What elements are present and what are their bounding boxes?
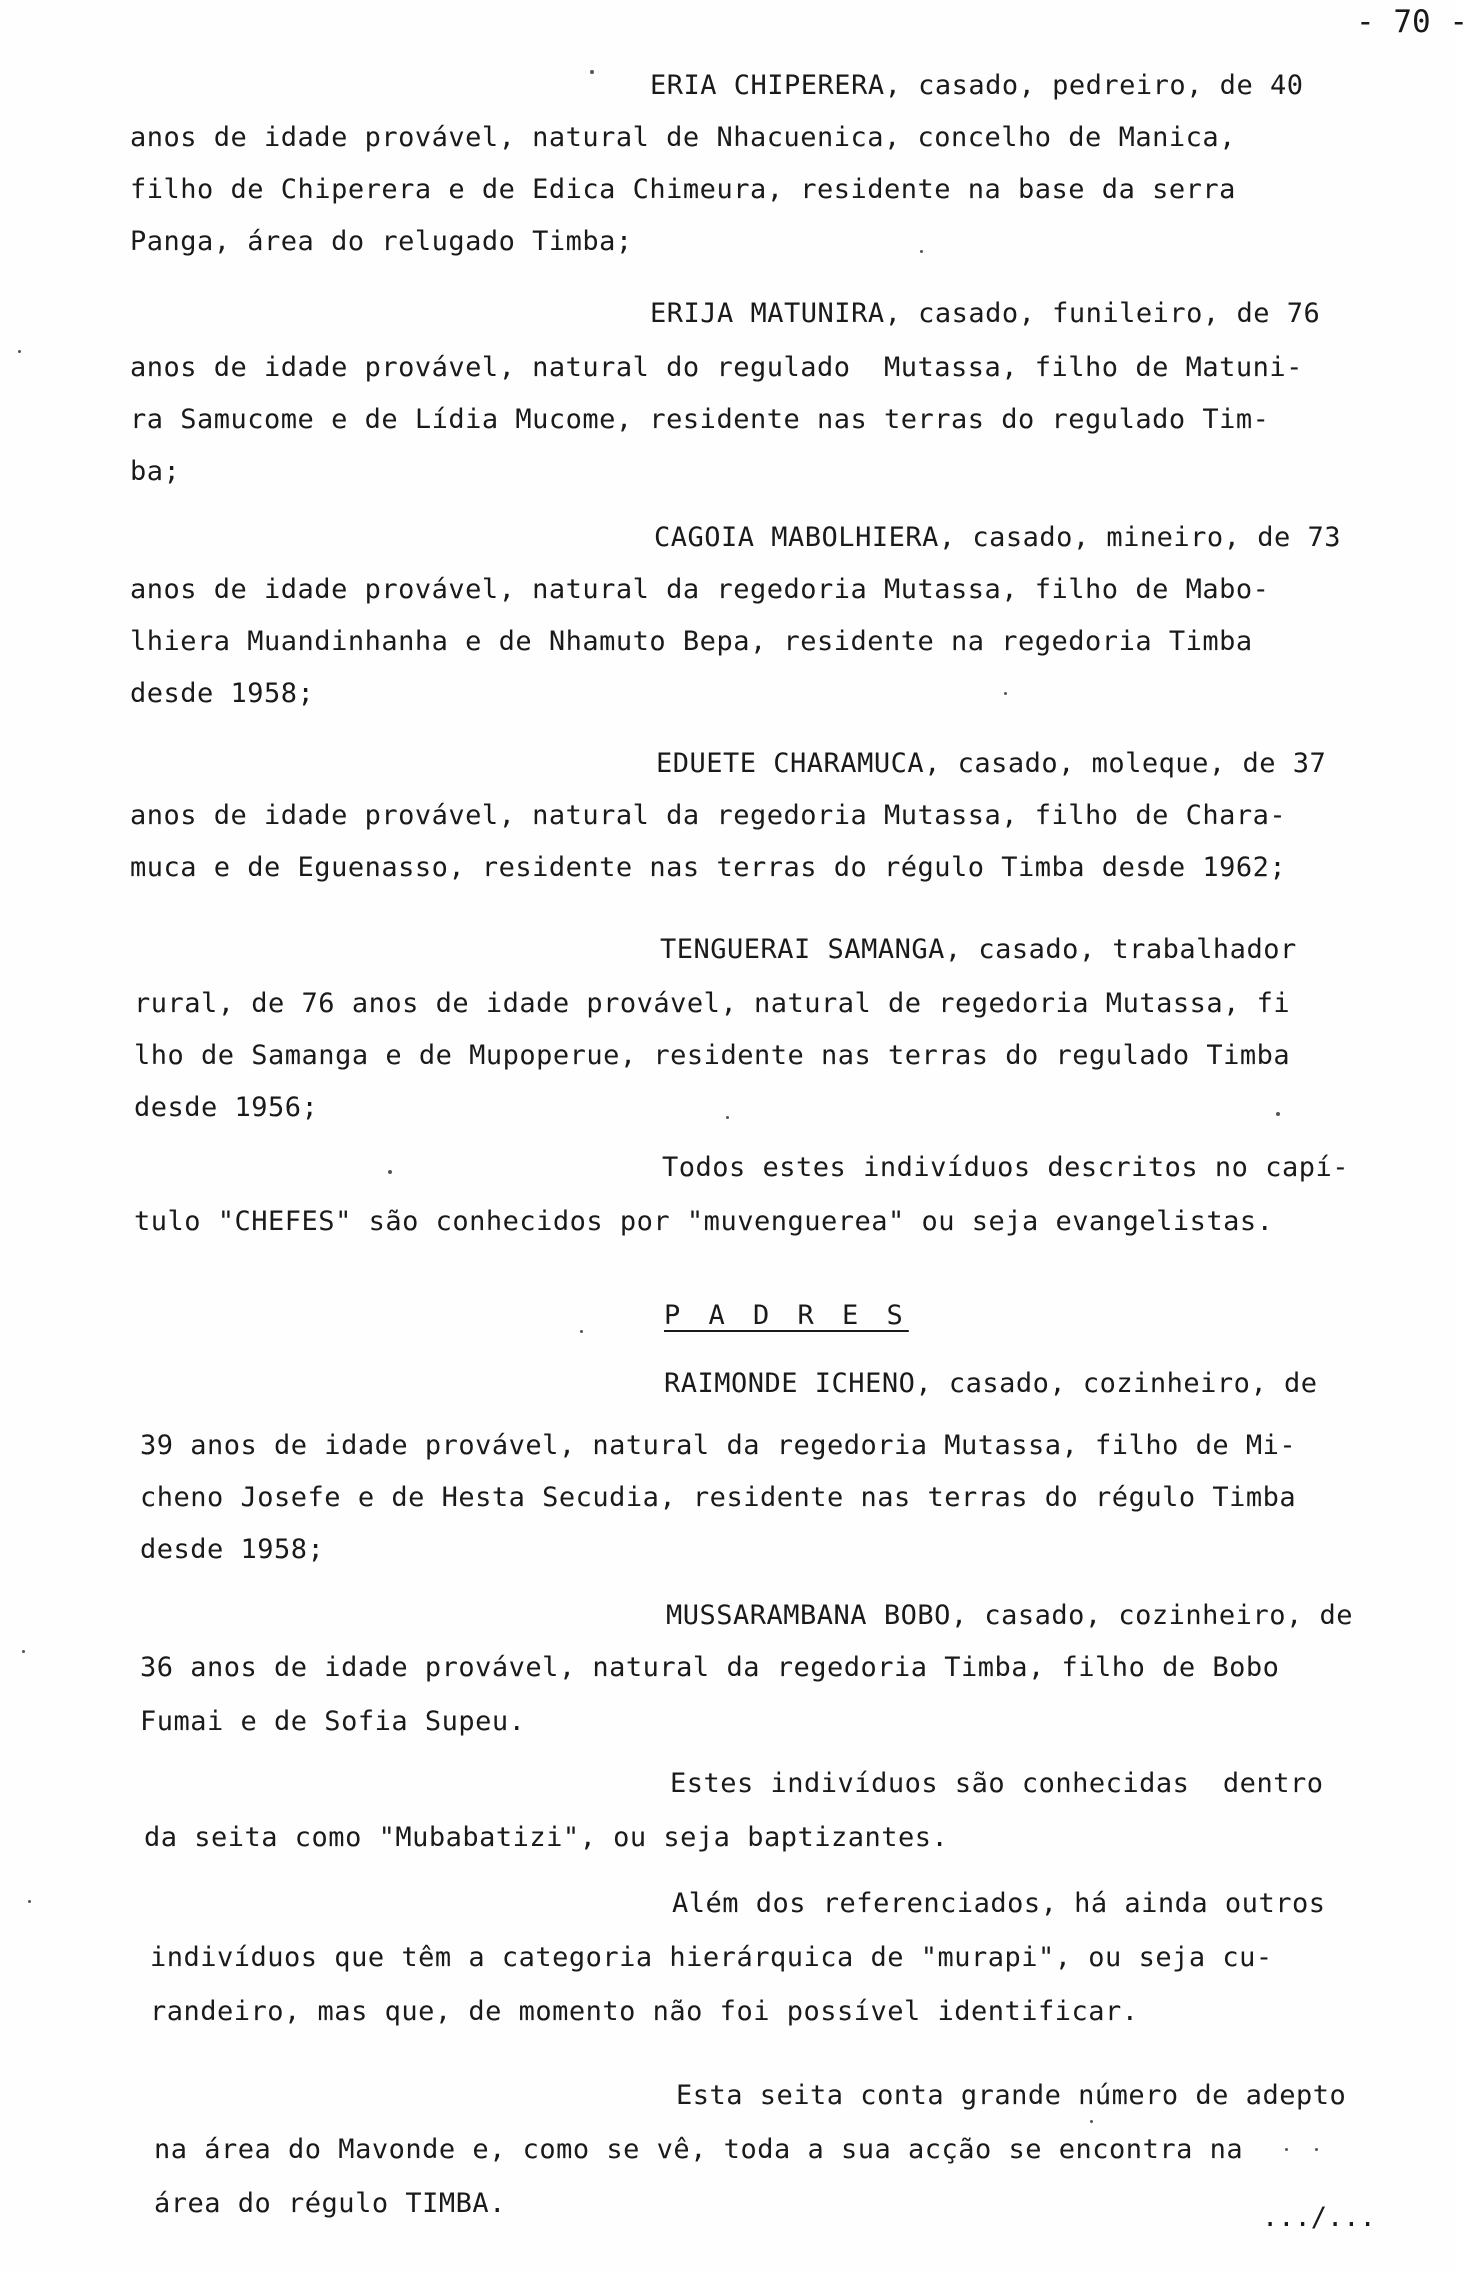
- scan-speck: [726, 1116, 729, 1119]
- scan-speck: [1276, 1112, 1280, 1116]
- text-line: 39 anos de idade provável, natural da regedoria Mutassa, filho de Mi-: [140, 1430, 1297, 1461]
- text-line: filho de Chiperera e de Edica Chimeura, residente na base da serra: [130, 174, 1236, 205]
- text-line: da seita como "Mubabatizi", ou seja baptizantes.: [144, 1822, 949, 1853]
- text-line: lhiera Muandinhanha e de Nhamuto Bepa, residente na regedoria Timba: [130, 626, 1253, 657]
- text-line: lho de Samanga e de Mupoperue, residente nas terras do regulado Timba: [134, 1040, 1291, 1071]
- text-line: CAGOIA MABOLHIERA, casado, mineiro, de 73: [654, 522, 1341, 553]
- scan-speck: [580, 1330, 583, 1333]
- text-line: desde 1958;: [130, 678, 315, 709]
- text-line: desde 1956;: [134, 1092, 319, 1123]
- scan-speck: [920, 250, 923, 253]
- page-number: - 70 -: [1356, 4, 1468, 40]
- text-line: tulo "CHEFES" são conhecidos por "muvenguerea" ou seja evangelistas.: [134, 1206, 1274, 1237]
- scan-speck: [1090, 2120, 1093, 2123]
- scan-speck: [1315, 2148, 1318, 2151]
- text-line: 36 anos de idade provável, natural da regedoria Timba, filho de Bobo: [140, 1652, 1280, 1683]
- text-line: anos de idade provável, natural do regulado Mutassa, filho de Matuni-: [130, 352, 1303, 383]
- text-line: ra Samucome e de Lídia Mucome, residente nas terras do regulado Tim-: [130, 404, 1270, 435]
- text-line: randeiro, mas que, de momento não foi possível identificar.: [150, 1996, 1139, 2027]
- text-line: ERIJA MATUNIRA, casado, funileiro, de 76: [650, 298, 1321, 329]
- text-line: anos de idade provável, natural da regedoria Mutassa, filho de Mabo-: [130, 574, 1270, 605]
- text-line: ba;: [130, 456, 181, 487]
- text-line: muca e de Eguenasso, residente nas terras do régulo Timba desde 1962;: [130, 852, 1287, 883]
- scan-speck: [388, 1170, 392, 1174]
- continuation-mark: .../...: [1262, 2202, 1376, 2233]
- text-line: Todos estes indivíduos descritos no capí-: [662, 1152, 1349, 1183]
- text-line: Além dos referenciados, há ainda outros: [672, 1888, 1326, 1919]
- text-line: rural, de 76 anos de idade provável, natural de regedoria Mutassa, fi: [134, 988, 1291, 1019]
- text-line: Esta seita conta grande número de adepto: [676, 2080, 1347, 2111]
- text-line: ERIA CHIPERERA, casado, pedreiro, de 40: [650, 70, 1304, 101]
- text-line: Panga, área do relugado Timba;: [130, 226, 633, 257]
- text-line: RAIMONDE ICHENO, casado, cozinheiro, de: [664, 1368, 1318, 1399]
- text-line: indivíduos que têm a categoria hierárquica de "murapi", ou seja cu-: [150, 1942, 1273, 1973]
- scan-speck: [28, 1900, 31, 1903]
- scan-speck: [22, 1650, 25, 1653]
- text-line: EDUETE CHARAMUCA, casado, moleque, de 37: [656, 748, 1327, 779]
- scan-speck: [1004, 692, 1007, 695]
- scan-speck: [1285, 2148, 1288, 2151]
- text-line: Fumai e de Sofia Supeu.: [140, 1706, 526, 1737]
- text-line: desde 1958;: [140, 1534, 325, 1565]
- text-line: cheno Josefe e de Hesta Secudia, residente nas terras do régulo Timba: [140, 1482, 1297, 1513]
- scan-speck: [590, 70, 594, 74]
- section-heading-padres: P A D R E S: [664, 1300, 909, 1331]
- text-line: anos de idade provável, natural da regedoria Mutassa, filho de Chara-: [130, 800, 1287, 831]
- text-line: anos de idade provável, natural de Nhacuenica, concelho de Manica,: [130, 122, 1236, 153]
- text-line: Estes indivíduos são conhecidas dentro: [670, 1768, 1324, 1799]
- text-line: TENGUERAI SAMANGA, casado, trabalhador: [660, 934, 1297, 965]
- text-line: área do régulo TIMBA.: [154, 2188, 506, 2219]
- scan-speck: [18, 350, 21, 353]
- text-line: MUSSARAMBANA BOBO, casado, cozinheiro, de: [666, 1600, 1353, 1631]
- text-line: na área do Mavonde e, como se vê, toda a sua acção se encontra na: [154, 2134, 1244, 2165]
